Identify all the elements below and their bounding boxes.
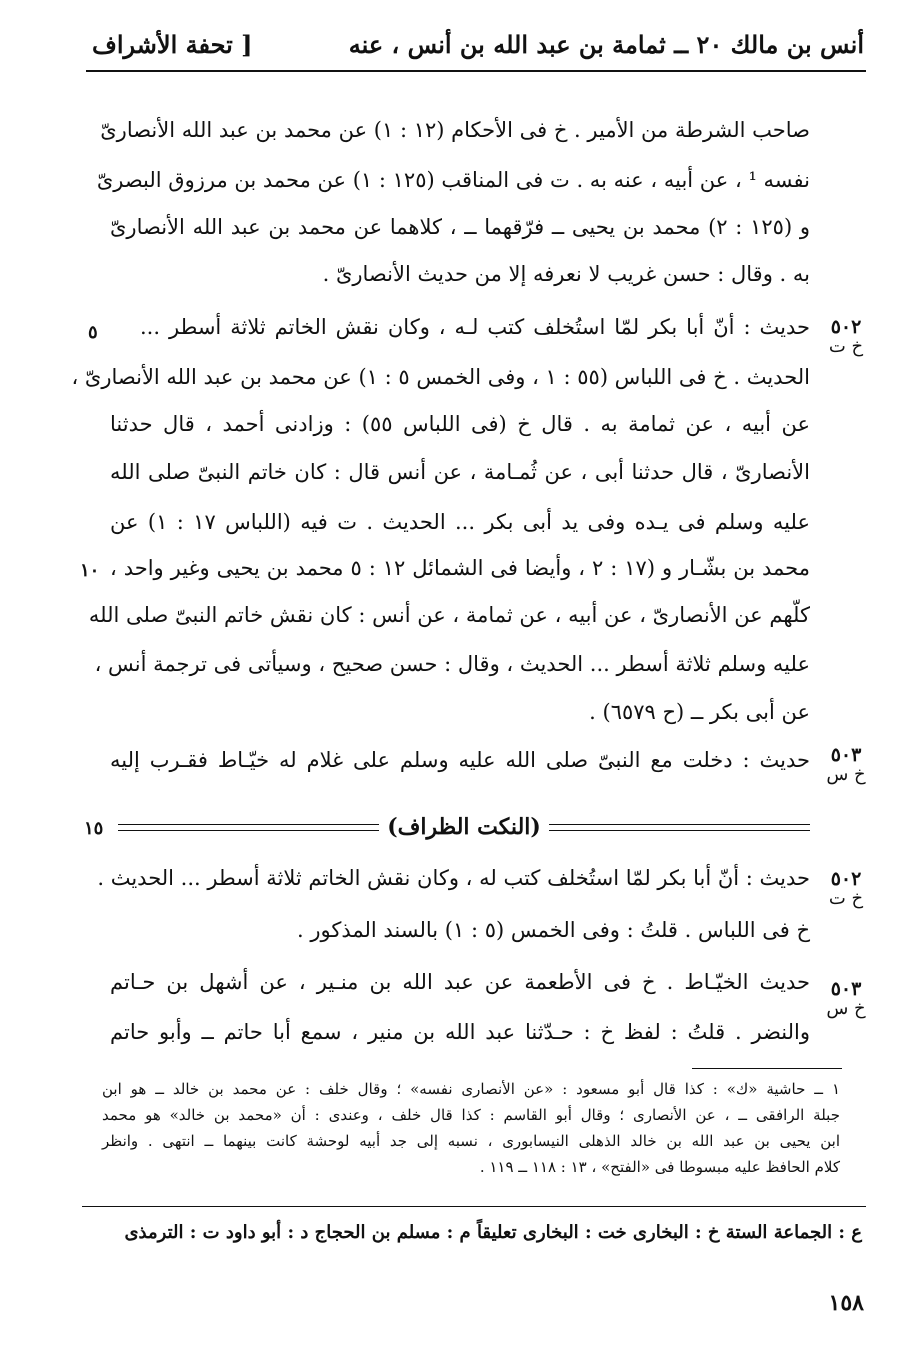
header-rule [86, 70, 866, 72]
hadith-number: ٥۰۳ خ س [822, 746, 870, 785]
hadith-sigla: خ ت [828, 335, 864, 357]
text-line: حديث : أنّ أبا بكر لمّا استُخلف كتب له ، وكان نقش الخاتم ثلاثة أسطر ... الحديث . [97, 866, 810, 890]
text-line: عليه وسلم فى يـده وفى يد أبى بكر ... الحديث . ت فيه (اللباس ۱۷ : ۱) عن [110, 510, 811, 534]
text-line: صاحب الشرطة من الأمير . خ فى الأحكام (۱۲ : ۱) عن محمد بن عبد الله الأنصارىّ [100, 118, 810, 142]
sigla-legend: ع : الجماعة الستة خ : البخارى خت : البخارى تعليقاً م : مسلم بن الحجاج د : أبو داود ت : الترمذى [124, 1222, 862, 1243]
hadith-number: ٥۰۳ خ س [822, 980, 870, 1019]
text-line: به . وقال : حسن غريب لا نعرفه إلا من حديث الأنصارىّ . [322, 262, 810, 286]
text-line: الحديث . خ فى اللباس (٥٥ : ۱ ، وفى الخمس ٥ : ۱) عن محمد بن عبد الله الأنصارىّ ، [71, 365, 810, 389]
hadith-sigla: خ س [826, 763, 866, 785]
running-header-right: أنس بن مالك ۲۰ ــ ثمامة بن عبد الله بن أنس ، عنه [348, 30, 864, 59]
text-line: الأنصارىّ ، قال حدثنا أبى ، عن ثُمـامة ، عن أنس قال : كان خاتم النبىّ صلى الله [110, 460, 810, 484]
text-line: عن أبى بكر ــ (ح ٦٥٧۹) . [589, 700, 810, 724]
text-line: و (۱۲٥ : ۲) محمد بن يحيى ــ فرّقهما ــ ، كلاهما عن محمد بن عبد الله الأنصارىّ [110, 215, 810, 239]
hadith-sigla: خ ت [828, 887, 864, 909]
text-line: حديث : أنّ أبا بكر لمّا استُخلف كتب لـه ، وكان نقش الخاتم ثلاثة أسطر ... [140, 315, 810, 339]
text-line: عليه وسلم ثلاثة أسطر ... الحديث ، وقال : حسن صحيح ، وسيأتى فى ترجمة أنس ، [94, 652, 810, 676]
line-marker: ۱٥ [84, 818, 104, 839]
text-line: حديث : دخلت مع النبىّ صلى الله عليه وسلم على غلام له خيّـاط فقـرب إليه [110, 748, 810, 772]
footnote-line: جبلة الرافقى ــ ، عن الأنصارى ؛ وقال أبو القاسم : كذا قال خلف ، وعندى : أن «محمد بن خالد» هو محمد [102, 1106, 840, 1124]
line-marker: ۱۰ [80, 560, 100, 581]
page-number: ۱٥۸ [828, 1290, 864, 1316]
text-line: محمد بن بشّـار و (۱۷ : ۲ ، وأيضا فى الشمائل ۱۲ : ٥ محمد بن يحيى وغير واحد ، [110, 556, 810, 580]
section-divider [118, 812, 810, 842]
text-line: عن أبيه ، عن ثمامة به . قال خ (فى اللباس ٥٥) : وزادنى أحمد ، قال حدثنا [110, 412, 810, 436]
text-line: نفسه ¹ ، عن أبيه ، عنه به . ت فى المناقب (۱۲٥ : ۱) عن محمد بن مرزوق البصرىّ [96, 168, 810, 192]
text-line: كلّهم عن الأنصارىّ ، عن أبيه ، عن ثمامة ، عن أنس : كان نقش خاتم النبىّ صلى الله [88, 603, 810, 627]
hadith-number: ٥۰۲ خ ت [822, 870, 870, 909]
footer-rule [82, 1206, 866, 1207]
footnote-line: ۱ ــ حاشية «ك» : كذا قال أبو مسعود : «عن الأنصارى نفسه» ؛ وقال خلف : عن محمد بن خالد ــ هو ابن [102, 1080, 840, 1098]
footnote-line: ابن يحيى بن عبد الله بن خالد الذهلى النيسابورى ، نسبه إلى جد أبيه لوحشة كانت بينهما ــ انتهى . وانظر [102, 1132, 840, 1150]
footnote-line: كلام الحافظ عليه مبسوطا فى «الفتح» ، ۱۳ : ۱۱۸ ــ ۱۱۹ . [479, 1158, 840, 1176]
section-divider-title: (النكت الظراف) [387, 814, 541, 840]
text-line: حديث الخيّـاط . خ فى الأطعمة عن عبد الله بن منـير ، عن أشهل بن حـاتم [110, 970, 810, 994]
footnote-rule [692, 1068, 842, 1069]
text-line: والنضر . قلتُ : لفظ خ : حـدّثنا عبد الله بن منير ، سمع أبا حاتم ــ وأبو حاتم [110, 1020, 810, 1044]
hadith-number: ٥۰۲ خ ت [822, 318, 870, 357]
line-marker: ٥ [88, 322, 98, 343]
text-line: خ فى اللباس . قلتُ : وفى الخمس (٥ : ۱) بالسند المذكور . [296, 918, 810, 942]
hadith-sigla: خ س [826, 997, 866, 1019]
running-header-left: [ تحفة الأشراف [92, 30, 253, 59]
